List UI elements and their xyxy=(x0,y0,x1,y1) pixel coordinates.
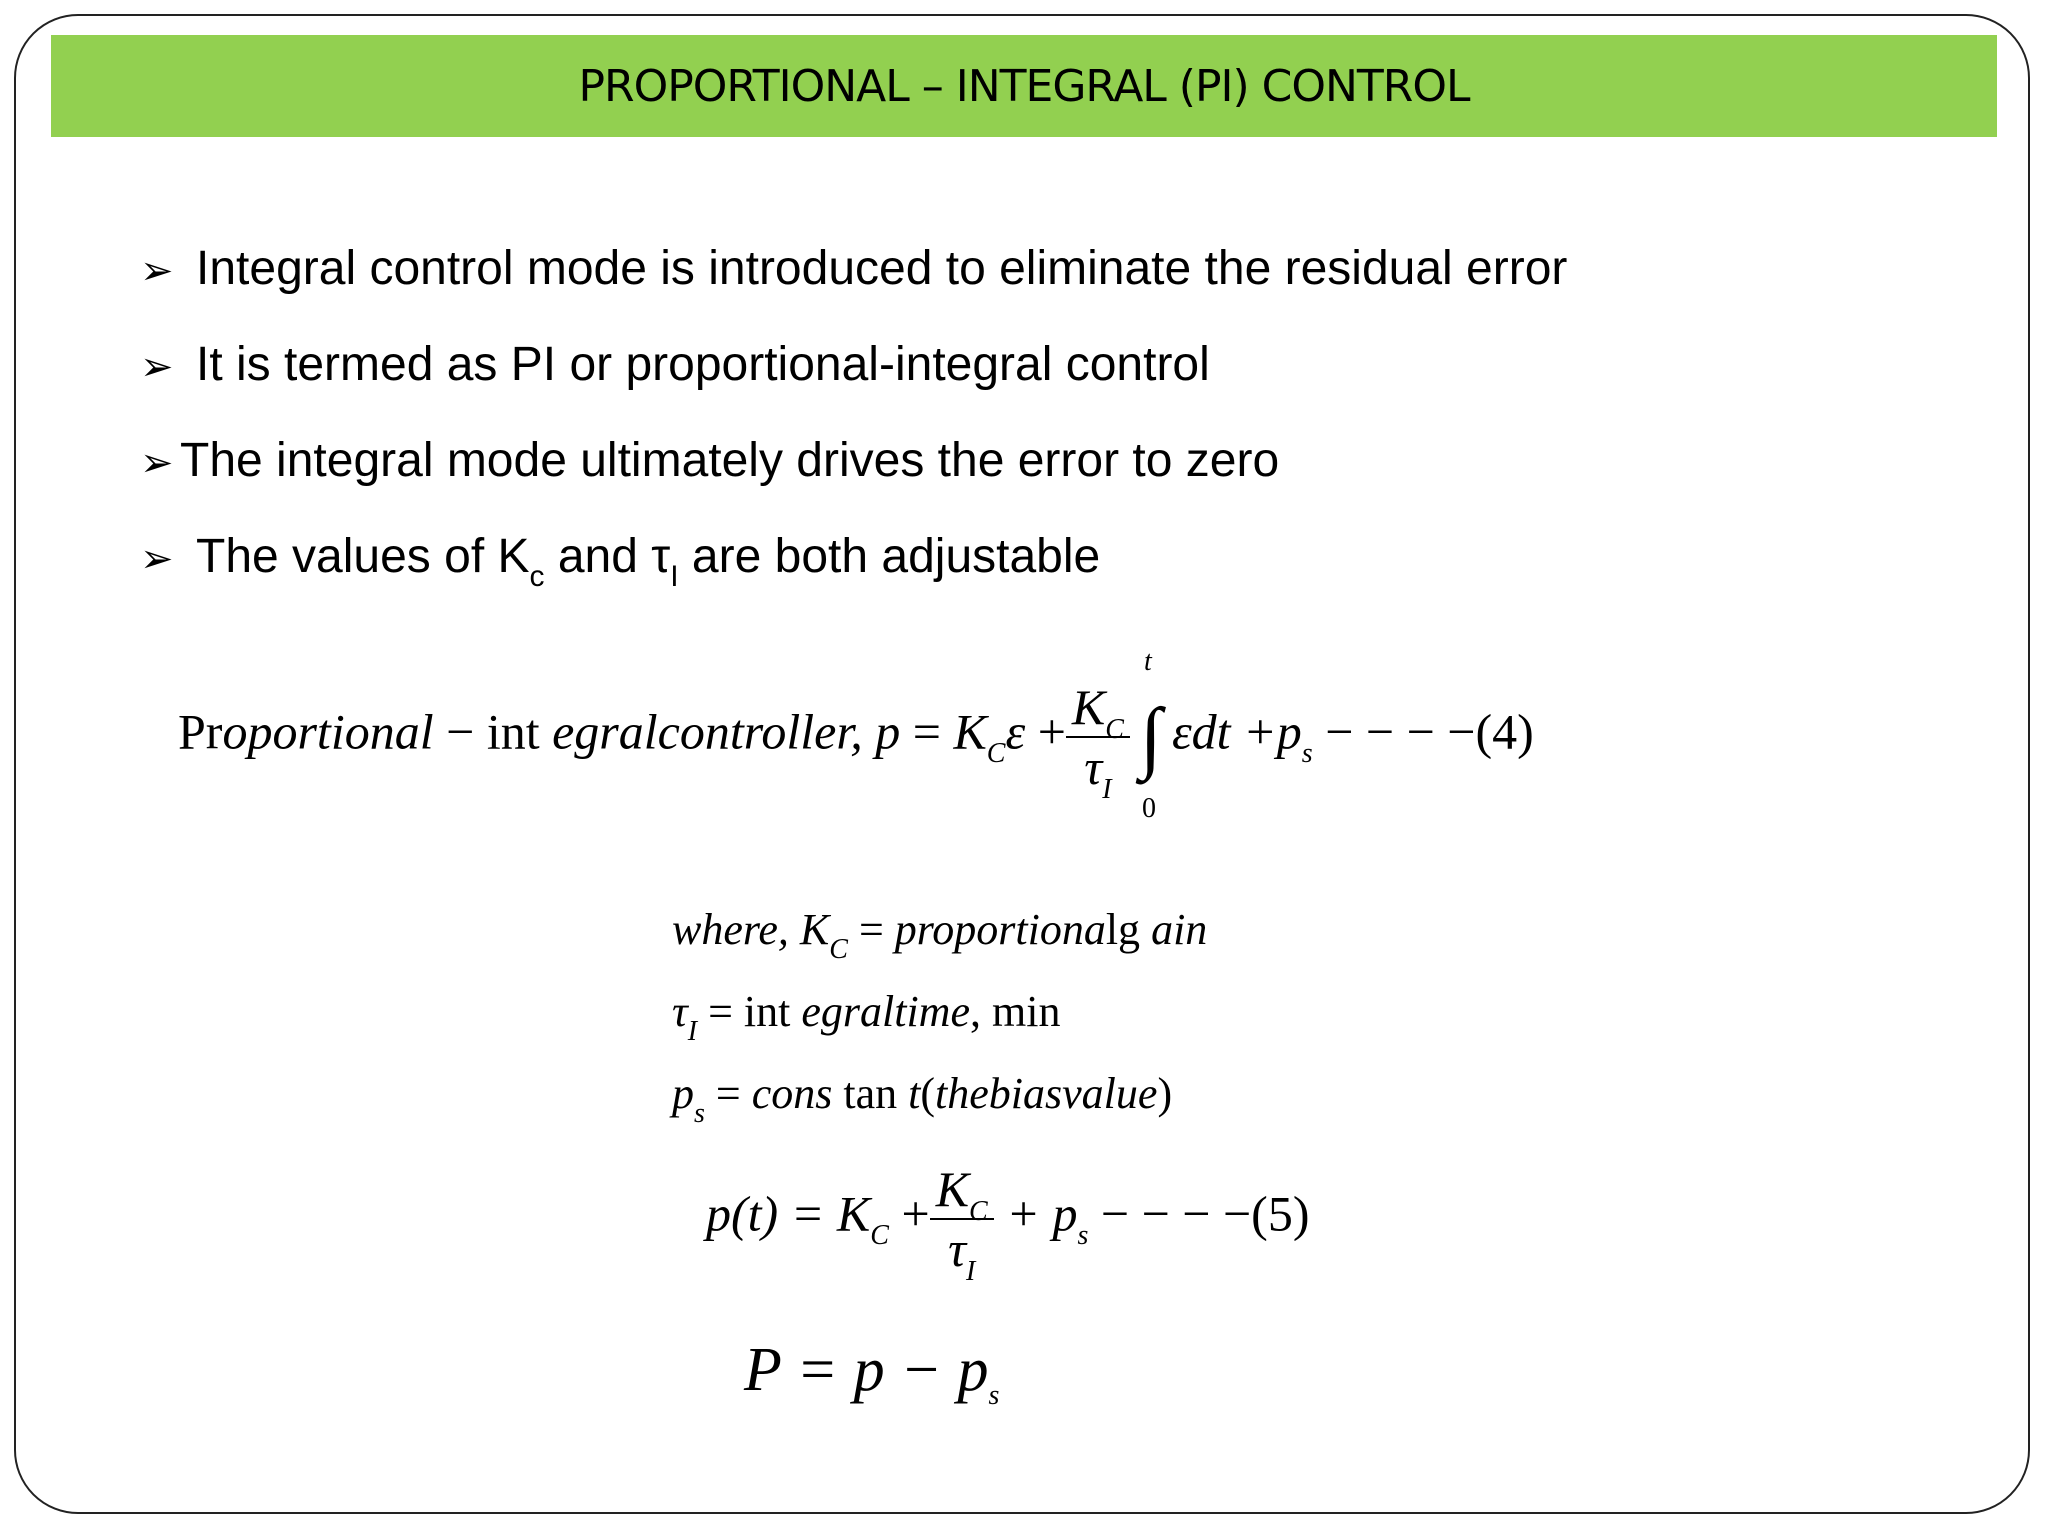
eq4-text: − xyxy=(433,703,487,760)
integral-sign xyxy=(1130,645,1172,824)
eq4-text: + xyxy=(1025,703,1066,760)
bullet-item xyxy=(140,523,1940,619)
where-text: tan xyxy=(832,1069,909,1118)
equation-6 xyxy=(744,1335,1000,1411)
eq5-sub: I xyxy=(966,1256,976,1287)
eq4-sub: s xyxy=(1301,738,1313,770)
eq4-text: int xyxy=(486,703,540,760)
where-text: egraltime xyxy=(790,987,970,1036)
eq4-text: oportional xyxy=(222,703,434,760)
where-text: p xyxy=(672,1069,694,1118)
eq6-sub: s xyxy=(988,1380,1000,1411)
bullet-text-pre: The values of K xyxy=(196,530,530,583)
bullet-text-post: are both adjustable xyxy=(678,530,1101,583)
eq5-text: p xyxy=(706,1185,731,1242)
where-sub: C xyxy=(829,934,848,965)
eq4-text: − − − −(4) xyxy=(1312,703,1534,760)
eq5-text: + p xyxy=(993,1185,1078,1242)
where-text: where, K xyxy=(672,905,830,954)
eq4-text: K xyxy=(1071,679,1106,735)
eq4-text: , p xyxy=(850,703,901,760)
title-bar xyxy=(51,35,1997,137)
equation-4 xyxy=(178,645,1534,824)
arrowhead-bullet-icon: ➢ xyxy=(140,345,174,389)
where-text: lg xyxy=(1105,905,1141,954)
equation-5 xyxy=(706,1160,1310,1287)
eq5-text: + xyxy=(888,1185,930,1242)
eq5-sub: C xyxy=(969,1196,988,1227)
eq4-text: εdt xyxy=(1171,703,1231,760)
where-line xyxy=(672,1056,1207,1138)
bullet-text: The integral mode ultimately drives the error to zero xyxy=(180,434,1280,487)
eq4-text: Pr xyxy=(178,703,223,760)
eq6-text: P xyxy=(744,1336,781,1404)
subscript-i: I xyxy=(670,560,679,593)
eq5-text: τ xyxy=(948,1221,966,1277)
where-text: proportiona xyxy=(894,905,1106,954)
where-sub: s xyxy=(694,1098,705,1129)
eq5-fraction xyxy=(930,1160,994,1287)
where-text: t xyxy=(908,1069,921,1118)
where-text: ain xyxy=(1140,905,1208,954)
eq4-text: egralcontroller xyxy=(539,703,851,760)
where-text: thebiasvalue xyxy=(935,1069,1158,1118)
eq5-sub: C xyxy=(870,1220,889,1252)
arrowhead-bullet-icon: ➢ xyxy=(140,441,174,485)
eq4-text: +p xyxy=(1230,703,1302,760)
integral-lower: 0 xyxy=(1141,792,1156,824)
bullet-item xyxy=(140,427,1940,523)
where-text: ( xyxy=(920,1069,936,1118)
integral-upper: t xyxy=(1143,645,1152,677)
bullet-item xyxy=(140,331,1940,427)
eq5-text: K xyxy=(935,1161,970,1217)
eq6-text: = p − p xyxy=(780,1336,989,1404)
eq4-sub: C xyxy=(1105,714,1124,745)
integral-symbol: ∫ xyxy=(1139,692,1162,781)
bullet-text-mid: and τ xyxy=(544,530,671,583)
where-sub: I xyxy=(687,1016,698,1047)
where-block xyxy=(672,892,1207,1138)
where-text: = xyxy=(847,905,895,954)
where-line xyxy=(672,974,1207,1056)
bullet-text: It is termed as PI or proportional-integral control xyxy=(196,338,1210,391)
eq5-text: (t) = K xyxy=(731,1185,871,1242)
bullet-list xyxy=(140,235,1940,619)
eq5-sub: s xyxy=(1077,1220,1089,1252)
slide-title: PROPORTIONAL – INTEGRAL (PI) CONTROL xyxy=(578,60,1470,112)
where-text: = xyxy=(697,987,744,1036)
eq4-text: K xyxy=(953,703,987,760)
eq4-sub: C xyxy=(986,738,1006,770)
bullet-text: Integral control mode is introduced to eliminate the residual error xyxy=(196,242,1568,295)
where-text: = xyxy=(704,1069,752,1118)
where-text: int xyxy=(743,987,791,1036)
eq4-fraction xyxy=(1066,678,1130,805)
eq4-text: ε xyxy=(1005,703,1026,760)
subscript-c: c xyxy=(529,560,545,593)
where-text: ) xyxy=(1157,1069,1173,1118)
arrowhead-bullet-icon: ➢ xyxy=(140,249,174,293)
where-text: τ xyxy=(672,987,688,1036)
eq4-sub: I xyxy=(1102,774,1112,805)
eq4-text: = xyxy=(900,703,954,760)
where-text: , min xyxy=(970,987,1061,1036)
where-line xyxy=(672,892,1207,974)
bullet-item xyxy=(140,235,1940,331)
arrowhead-bullet-icon: ➢ xyxy=(140,537,174,581)
where-text: cons xyxy=(751,1069,833,1118)
eq4-text: τ xyxy=(1084,739,1103,795)
eq5-text: − − − −(5) xyxy=(1088,1185,1310,1242)
